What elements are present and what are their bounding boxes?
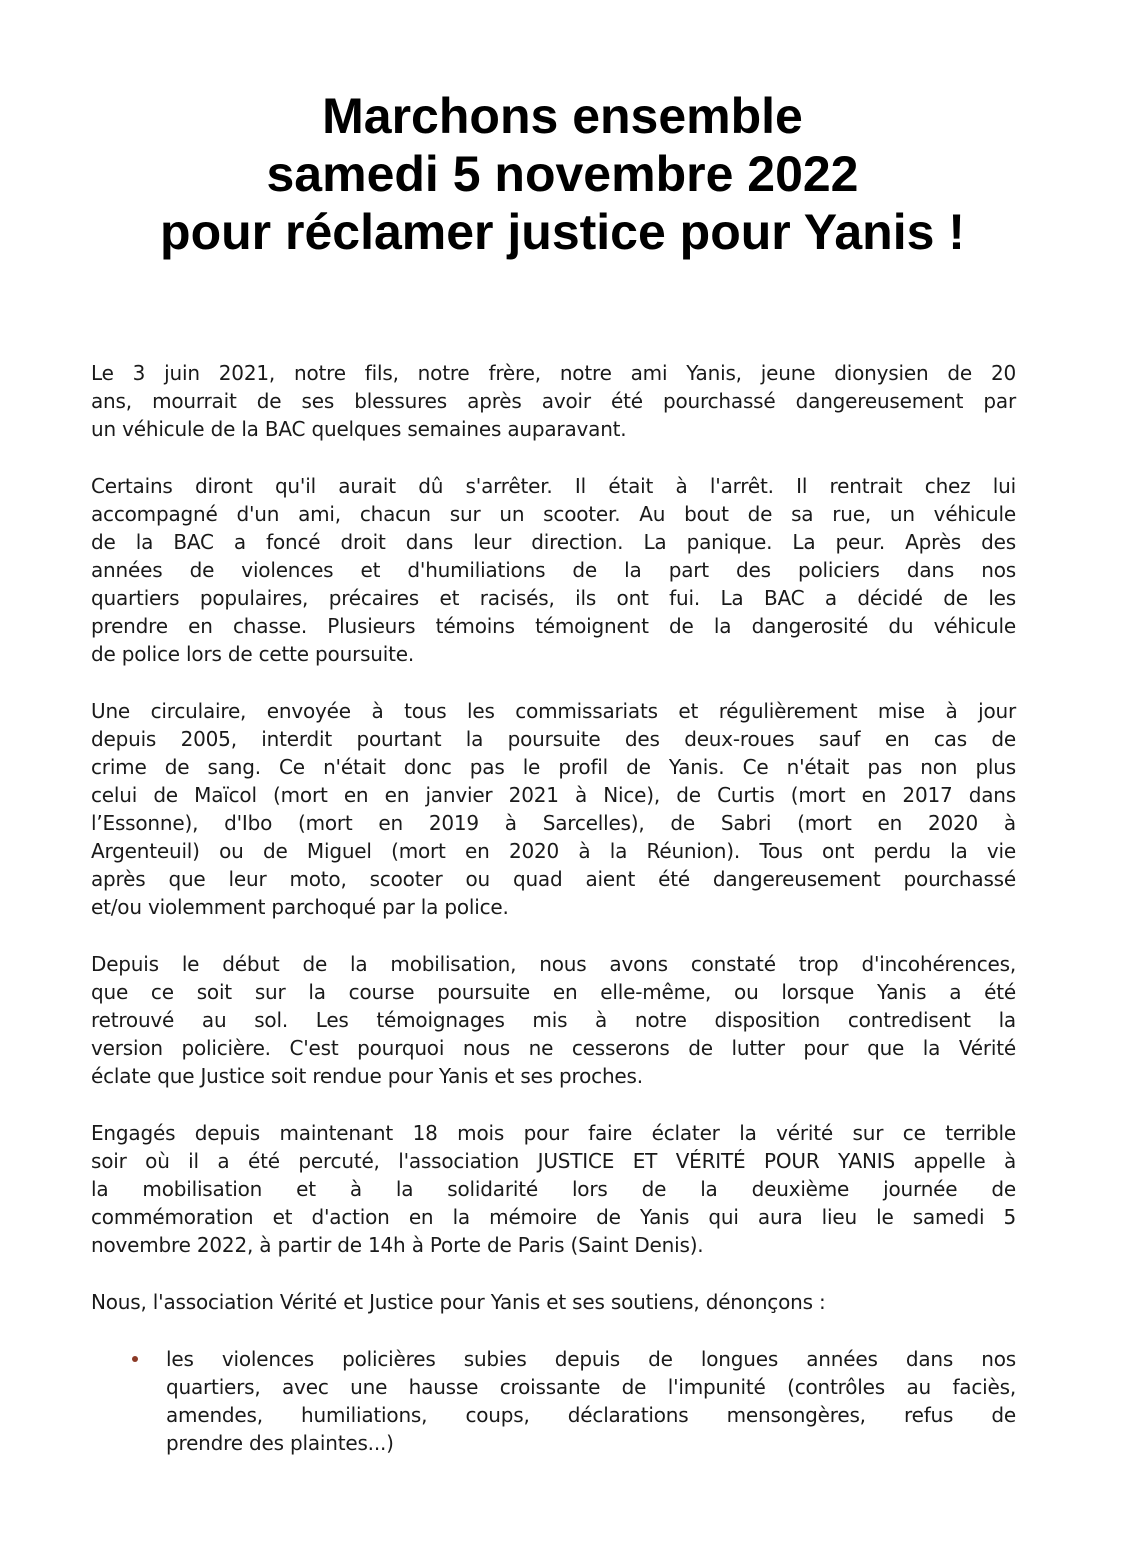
bullet-list: [91, 1345, 1016, 1457]
text-line: accompagné d'un ami, chacun sur un scooter. Au bout de sa rue, un véhicule: [91, 502, 1016, 526]
text-line: depuis 2005, interdit pourtant la poursuite des deux-roues sauf en cas de: [91, 727, 1016, 751]
text-line: Le 3 juin 2021, notre fils, notre frère, notre ami Yanis, jeune dionysien de 20: [91, 361, 1016, 385]
text-line: éclate que Justice soit rendue pour Yanis et ses proches.: [91, 1064, 643, 1088]
text-line: Argenteuil) ou de Miguel (mort en 2020 à la Réunion). Tous ont perdu la vie: [91, 839, 1016, 863]
text-line: soir où il a été percuté, l'association JUSTICE ET VÉRITÉ POUR YANIS appelle à: [91, 1149, 1016, 1173]
text-line: prendre des plaintes...): [166, 1431, 394, 1455]
text-line: Nous, l'association Vérité et Justice pour Yanis et ses soutiens, dénonçons :: [91, 1290, 826, 1314]
paragraph: [91, 1288, 1016, 1316]
page-title: [0, 0, 1125, 261]
paragraph: [91, 359, 1016, 443]
text-line: amendes, humiliations, coups, déclarations mensongères, refus de: [166, 1403, 1016, 1427]
paragraph: [91, 950, 1016, 1090]
text-line: de police lors de cette poursuite.: [91, 642, 415, 666]
text-line: quartiers populaires, précaires et racisés, ils ont fui. La BAC a décidé de les: [91, 586, 1016, 610]
title-line: pour réclamer justice pour Yanis !: [160, 204, 965, 260]
text-line: commémoration et d'action en la mémoire de Yanis qui aura lieu le samedi 5: [91, 1205, 1016, 1229]
text-line: novembre 2022, à partir de 14h à Porte de Paris (Saint Denis).: [91, 1233, 704, 1257]
paragraph: [91, 1119, 1016, 1259]
text-line: après que leur moto, scooter ou quad aient été dangereusement pourchassé: [91, 867, 1016, 891]
text-line: années de violences et d'humiliations de la part des policiers dans nos: [91, 558, 1016, 582]
text-line: la mobilisation et à la solidarité lors de la deuxième journée de: [91, 1177, 1016, 1201]
text-line: Certains diront qu'il aurait dû s'arrêter. Il était à l'arrêt. Il rentrait chez lui: [91, 474, 1016, 498]
text-line: quartiers, avec une hausse croissante de l'impunité (contrôles au faciès,: [166, 1375, 1016, 1399]
text-line: de la BAC a foncé droit dans leur direction. La panique. La peur. Après des: [91, 530, 1016, 554]
text-line: les violences policières subies depuis de longues années dans nos: [166, 1347, 1016, 1371]
text-line: version policière. C'est pourquoi nous ne cesserons de lutter pour que la Vérité: [91, 1036, 1016, 1060]
text-line: et/ou violemment parchoqué par la police.: [91, 895, 509, 919]
text-line: crime de sang. Ce n'était donc pas le profil de Yanis. Ce n'était pas non plus: [91, 755, 1016, 779]
text-line: prendre en chasse. Plusieurs témoins témoignent de la dangerosité du véhicule: [91, 614, 1016, 638]
document-body: [91, 359, 1016, 1457]
text-line: Depuis le début de la mobilisation, nous avons constaté trop d'incohérences,: [91, 952, 1016, 976]
paragraph: [91, 697, 1016, 921]
text-line: retrouvé au sol. Les témoignages mis à notre disposition contredisent la: [91, 1008, 1016, 1032]
text-line: ans, mourrait de ses blessures après avoir été pourchassé dangereusement par: [91, 389, 1016, 413]
text-line: celui de Maïcol (mort en en janvier 2021 à Nice), de Curtis (mort en 2017 dans: [91, 783, 1016, 807]
text-line: que ce soit sur la course poursuite en elle-même, ou lorsque Yanis a été: [91, 980, 1016, 1004]
text-line: l’Essonne), d'Ibo (mort en 2019 à Sarcelles), de Sabri (mort en 2020 à: [91, 811, 1016, 835]
bullet-icon: [132, 1356, 138, 1362]
text-line: un véhicule de la BAC quelques semaines auparavant.: [91, 417, 627, 441]
list-item: [91, 1345, 1016, 1457]
text-line: Une circulaire, envoyée à tous les commissariats et régulièrement mise à jour: [91, 699, 1016, 723]
paragraphs-container: [91, 359, 1016, 1316]
text-line: Engagés depuis maintenant 18 mois pour faire éclater la vérité sur ce terrible: [91, 1121, 1016, 1145]
paragraph: [91, 472, 1016, 668]
title-line: samedi 5 novembre 2022: [266, 146, 859, 202]
title-line: Marchons ensemble: [322, 88, 803, 144]
